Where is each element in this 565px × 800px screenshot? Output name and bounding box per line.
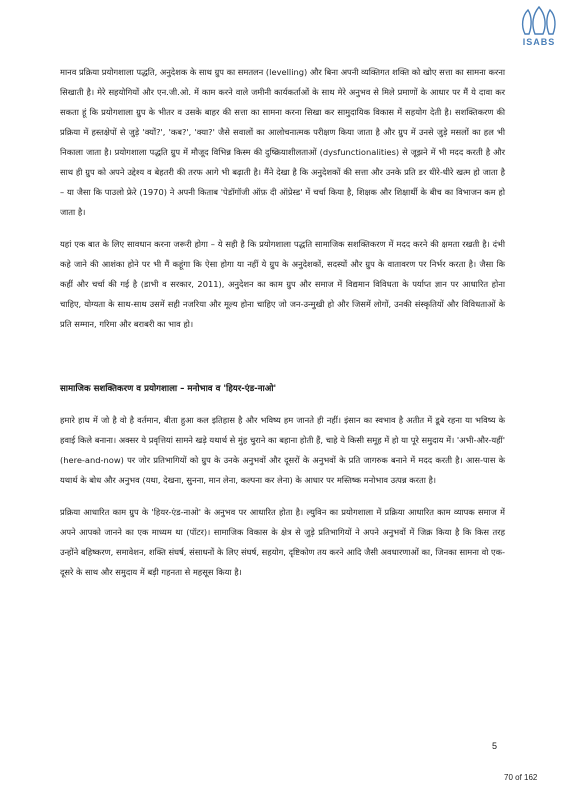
paragraph-4: प्रक्रिया आधारित काम ग्रुप के 'हियर-एंड-नाओ' के अनुभव पर आधारित होता है। ल्युविन का प्रयोगशाला में प्रक्रिया आधारित काम व्यापक समाज में अपने आपको जानने का एक माध्यम था (पॉटर)। सामाजिक विकास के क्षेत्र से जुड़े प्रतिभागियों ने अपने अनुभवों में जिक्र किया है कि किस तरह उन्होंने बहिष्करण, समावेशन, शक्ति संघर्ष, संसाधनों के लिए संघर्ष, सहयोग, दृष्टिकोण तय करने आदि जैसी अवधारणाओं का, जिनका सामना वो एक-दूसरे के साथ और समुदाय में बड़ी गहनता से महसूस किया है। — [60, 507, 505, 577]
isabs-logo — [518, 6, 560, 47]
logo-text: ISABS — [522, 37, 556, 47]
paragraph-1: मानव प्रक्रिया प्रयोगशाला पद्धति, अनुदेशक के साथ ग्रुप का समतलन (levelling) और बिना अपनी व्यक्तिगत शक्ति को खोए सत्ता का सामना करना सिखाती है। मेरे सहयोगियों और एन.जी.ओ. में काम करने वाले जमीनी कार्यकर्ताओं के साथ मेरे अनुभव से मिले प्रमाणों के आधार पर मैं ये दावा कर सकता हूं कि प्रयोगशाला ग्रुप के भीतर व उसके बाहर की सत्ता का सामना करना सिखा कर सामुदायिक विकास में सहयोग देती है। सशक्तिकरण की प्रक्रिया में हस्तक्षेपों से जुड़े 'क्यों?', 'कब?', 'क्या?' जैसे सवालों का आलोचनात्मक परीक्षण किया जाता है और ग्रुप में उनसे जुड़े मसलों का हल भी निकाला जाता है। प्रयोगशाला पद्धति ग्रुप में मौजूद विभिन्न किस्म की दुष्क्रियाशीलताओं (dysfunctionalities) से जूझने में भी मदद करती है और साथ ही ग्रुप को अपने उद्देश्य व बेहतरी की तरफ आगे भी बढ़ाती है। मैंने देखा है कि अनुदेशकों की सत्ता और उनके प्रति डर धीरे-धीरे खत्म हो जाता है – या जैसा कि पाउलो फ्रेरे (1970) ने अपनी किताब 'पेडॉगॉजी ऑफ़ दी ऑप्रेस्ड' में चर्चा किया है, शिक्षक और शिक्षार्थी के बीच का विभाजन कम हो जाता है। — [60, 67, 505, 217]
page-number: 5 — [492, 741, 498, 751]
document-body — [60, 62, 505, 582]
page-count: 70 of 162 — [504, 773, 538, 782]
paragraph-2: यहां एक बात के लिए सावधान करना जरूरी होगा – ये सही है कि प्रयोगशाला पद्धति सामाजिक सशक्तिकरण में मदद करने की क्षमता रखती है। दंभी कहे जाने की आशंका होने पर भी मैं कहूंगा कि ऐसा होगा या नहीं ये ग्रुप के अनुदेशकों, सदस्यों और ग्रुप के वातावरण पर निर्भर करता है। जैसा कि कहीं और चर्चा की गई है (डाभी व सरकार, 2011), अनुदेशन का काम ग्रुप और समाज में विद्यमान विविधता के पर्याप्त ज्ञान पर आधारित होना चाहिए, योग्यता के साथ-साथ उसमें सही नजरिया और मूल्य होना चाहिए जो जन-उन्मुखी हो और जिसमें लोगों, उनकी संस्कृतियों और विविधताओं के प्रति सम्मान, गरिमा और बराबरी का भाव हो। — [60, 239, 505, 329]
section-heading: सामाजिक सशक्तिकरण व प्रयोगशाला – मनोभाव व 'हियर-एंड-नाओ' — [60, 384, 277, 394]
lotus-icon — [519, 6, 559, 36]
paragraph-3: हमारे हाथ में जो है वो है वर्तमान, बीता हुआ कल इतिहास है और भविष्य हम जानते ही नहीं। इंसान का स्वभाव है अतीत में डूबे रहना या भविष्य के हवाई किले बनाना। अक्सर ये प्रवृत्तियां सामने खड़े यथार्थ से मुंह चुराने का बहाना होती हैं, चाहे ये किसी समूह में हो या पूरे समुदाय में। 'अभी-और-यहीं' (here-and-now) पर जोर प्रतिभागियों को ग्रुप के उनके अनुभवों और दूसरों के अनुभवों के प्रति जागरुक बनाने में मदद करती है। आस-पास के यथार्थ के बोध और अनुभव (यथा, देखना, सुनना, मान लेना, कल्पना कर लेना) के आधार पर मस्तिष्क मनोभाव उत्पन्न करता है। — [60, 415, 505, 485]
